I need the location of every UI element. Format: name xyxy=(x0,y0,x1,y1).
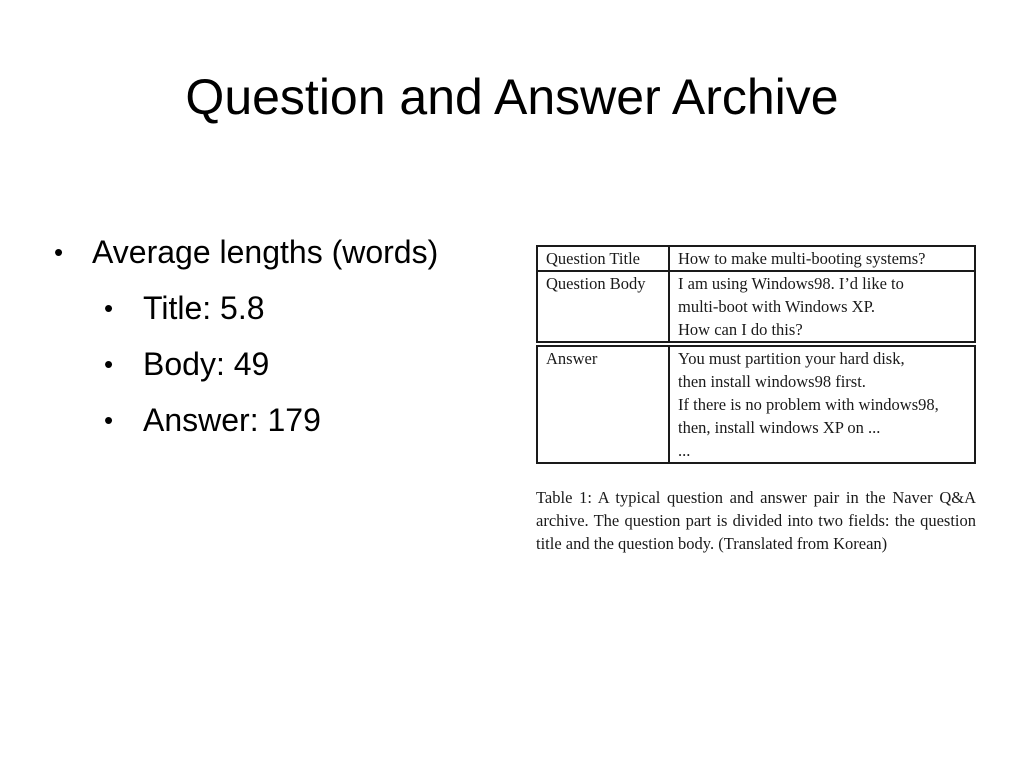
bullet-icon: • xyxy=(104,349,114,379)
value-line: You must partition your hard disk, xyxy=(678,349,905,368)
bullet-answer-length xyxy=(52,396,438,444)
bullet-title-length xyxy=(52,284,438,332)
table-row-answer xyxy=(537,346,975,463)
qa-table xyxy=(536,245,976,464)
label-cell: Question Body xyxy=(537,271,669,342)
bullet-icon: • xyxy=(104,293,114,323)
value-cell xyxy=(669,346,975,463)
qa-figure xyxy=(536,245,976,555)
label-cell: Question Title xyxy=(537,246,669,271)
value-cell xyxy=(669,271,975,342)
value-line: ... xyxy=(678,441,691,460)
bullet-list xyxy=(52,228,438,444)
value-line: How to make multi-booting systems? xyxy=(678,249,926,268)
table-row-question-title xyxy=(537,246,975,271)
table-row-question-body xyxy=(537,271,975,342)
value-line: If there is no problem with windows98, xyxy=(678,395,939,414)
bullet-icon: • xyxy=(54,237,64,267)
value-line: multi-boot with Windows XP. xyxy=(678,297,876,316)
bullet-average-lengths xyxy=(52,228,438,276)
label-cell: Answer xyxy=(537,346,669,463)
value-line: I am using Windows98. I’d like to xyxy=(678,274,904,293)
table-caption: Table 1: A typical question and answer pair in the Naver Q&A archive. The question part is divided into two fields: the question title and the question body. (Translated from Korean) xyxy=(536,488,976,553)
value-line: then, install windows XP on ... xyxy=(678,418,881,437)
bullet-icon: • xyxy=(104,405,114,435)
value-cell xyxy=(669,246,975,271)
bullet-body-length xyxy=(52,340,438,388)
slide-title: Question and Answer Archive xyxy=(185,69,839,125)
bullet-text: Average lengths (words) xyxy=(92,234,439,270)
bullet-text: Title: 5.8 xyxy=(143,290,265,326)
bullet-text: Answer: 179 xyxy=(143,402,321,438)
value-line: then install windows98 first. xyxy=(678,372,866,391)
value-line: How can I do this? xyxy=(678,320,803,339)
bullet-text: Body: 49 xyxy=(143,346,270,382)
